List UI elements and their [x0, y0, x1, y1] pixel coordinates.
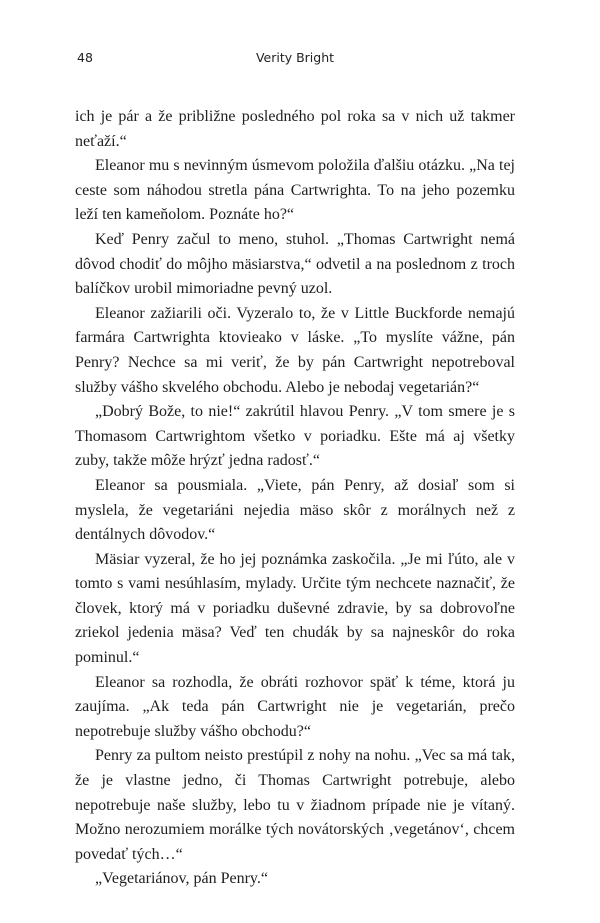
paragraph: Mäsiar vyzeral, že ho jej poznámka zaskočila. „Je mi ľúto, ale v tomto s vami nesúhlasím, mylady. Určite tým nechcete naznačiť, že človek, ktorý má v poriadku duševné zdravie, by sa dobrovoľne zriekol jedenia mäsa? Veď ten chudák by sa najneskôr do roka pominul.“	[75, 550, 515, 667]
body-text	[75, 105, 515, 892]
paragraph: ich je pár a že približne posledného pol roka sa v nich už takmer neťaží.“	[75, 108, 515, 150]
page-number: 48	[77, 50, 93, 65]
paragraph: Eleanor mu s nevinným úsmevom položila ďalšiu otázku. „Na tej ceste som náhodou stretla pána Cartwrighta. To na jeho pozemku leží ten kameňolom. Poznáte ho?“	[75, 157, 515, 224]
paragraph: „Vegetariánov, pán Penry.“	[95, 870, 268, 888]
paragraph: Eleanor sa pousmiala. „Viete, pán Penry, až dosiaľ som si myslela, že vegetariáni nejedia mäso skôr z morálnych než z dentálnych dôvodov.“	[75, 476, 515, 544]
paragraph: Eleanor zažiarili oči. Vyzeralo to, že v Little Buckforde nemajú farmára Cartwrighta ktovieako v láske. „To myslíte vážne, pán Penry? Nechce sa mi veriť, že by pán Cartwright nepotreboval služby vášho skvelého obchodu. Alebo je nebodaj vegetarián?“	[75, 304, 515, 396]
running-head: Verity Bright	[255, 50, 335, 65]
page-header	[75, 50, 515, 70]
paragraph: Keď Penry začul to meno, stuhol. „Thomas Cartwright nemá dôvod chodiť do môjho mäsiarstva,“ odvetil a na poslednom z troch balíčkov urobil mimoriadne pevný uzol.	[75, 230, 515, 298]
paragraph: Penry za pultom neisto prestúpil z nohy na nohu. „Vec sa má tak, že je vlastne jedno, či Thomas Cartwright potrebuje, alebo nepotrebuje naše služby, lebo tu v žiadnom prípade nie je vítaný. Možno nerozumiem morálke tých novátorských ‚vegetánov‘, chcem povedať tých…“	[75, 747, 515, 863]
paragraph: „Dobrý Bože, to nie!“ zakrútil hlavou Penry. „V tom smere je s Thomasom Cartwrightom všetko v poriadku. Ešte má aj všetky zuby, takže môže hrýzť jedna radosť.“	[75, 403, 515, 470]
paragraph: Eleanor sa rozhodla, že obráti rozhovor späť k téme, ktorá ju zaujíma. „Ak teda pán Cartwright nie je vegetarián, prečo nepotrebuje služby vášho obchodu?“	[75, 673, 515, 740]
